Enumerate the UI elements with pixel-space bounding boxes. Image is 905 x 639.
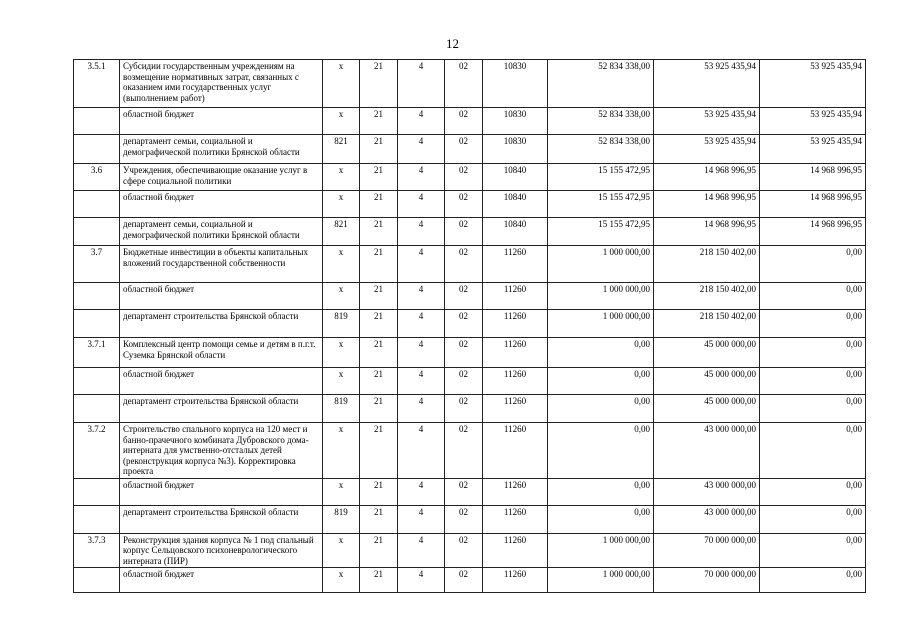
- row-pr: 4: [398, 60, 445, 108]
- row-name: Строительство спального корпуса на 120 мест и банно-прачечного комбината Дубровского дома-интерната для умственно-отсталых детей (реконструкция корпуса №3). Корректировка проекта: [120, 423, 323, 479]
- row-gp: 02: [445, 533, 483, 568]
- row-code: 3.7: [74, 246, 120, 283]
- row-grbs: х: [323, 246, 360, 283]
- row-pr: 4: [398, 218, 445, 246]
- row-grbs: х: [323, 368, 360, 395]
- table-row: [74, 246, 866, 283]
- row-amount-2: 45 000 000,00: [654, 395, 760, 423]
- row-csr: 10830: [483, 135, 548, 164]
- row-grbs: х: [323, 478, 360, 505]
- row-amount-2: 14 968 996,95: [654, 218, 760, 246]
- row-csr: 11260: [483, 338, 548, 368]
- row-amount-3: 0,00: [760, 533, 866, 568]
- row-amount-1: 1 000 000,00: [548, 568, 654, 593]
- row-pr: 4: [398, 368, 445, 395]
- row-pr: 4: [398, 108, 445, 135]
- row-rz: 21: [360, 368, 398, 395]
- row-amount-3: 14 968 996,95: [760, 191, 866, 218]
- row-rz: 21: [360, 60, 398, 108]
- row-amount-1: 1 000 000,00: [548, 246, 654, 283]
- row-pr: 4: [398, 246, 445, 283]
- row-name: Субсидии государственным учреждениям на возмещение нормативных затрат, связанных с оказанием ими государственных услуг (выполнением работ): [120, 60, 323, 108]
- table-row: [74, 338, 866, 368]
- row-gp: 02: [445, 283, 483, 310]
- row-amount-2: 70 000 000,00: [654, 533, 760, 568]
- table-row: [74, 60, 866, 108]
- row-amount-3: 53 925 435,94: [760, 108, 866, 135]
- table-row: [74, 218, 866, 246]
- row-code: [74, 368, 120, 395]
- row-pr: 4: [398, 164, 445, 191]
- row-csr: 10830: [483, 60, 548, 108]
- table-row: [74, 505, 866, 533]
- row-name: областной бюджет: [120, 108, 323, 135]
- row-csr: 10840: [483, 164, 548, 191]
- row-name: департамент семьи, социальной и демографической политики Брянской области: [120, 135, 323, 164]
- row-amount-3: 0,00: [760, 478, 866, 505]
- row-amount-1: 1 000 000,00: [548, 533, 654, 568]
- row-amount-3: 53 925 435,94: [760, 135, 866, 164]
- row-rz: 21: [360, 283, 398, 310]
- row-name: департамент строительства Брянской области: [120, 395, 323, 423]
- row-grbs: х: [323, 164, 360, 191]
- row-grbs: 821: [323, 218, 360, 246]
- row-gp: 02: [445, 108, 483, 135]
- row-grbs: х: [323, 283, 360, 310]
- row-code: [74, 283, 120, 310]
- row-grbs: 819: [323, 310, 360, 338]
- table-row: [74, 478, 866, 505]
- budget-table: [73, 59, 866, 593]
- table-row: [74, 423, 866, 479]
- row-code: [74, 568, 120, 593]
- row-csr: 10840: [483, 191, 548, 218]
- row-gp: 02: [445, 338, 483, 368]
- row-csr: 11260: [483, 533, 548, 568]
- row-name: департамент строительства Брянской области: [120, 310, 323, 338]
- row-amount-1: 0,00: [548, 395, 654, 423]
- row-csr: 11260: [483, 246, 548, 283]
- budget-table-body: [74, 60, 866, 593]
- row-amount-1: 1 000 000,00: [548, 283, 654, 310]
- page-number: 12: [446, 36, 459, 51]
- row-amount-1: 0,00: [548, 478, 654, 505]
- row-name: областной бюджет: [120, 283, 323, 310]
- row-csr: 11260: [483, 283, 548, 310]
- table-row: [74, 108, 866, 135]
- row-name: областной бюджет: [120, 478, 323, 505]
- row-grbs: х: [323, 533, 360, 568]
- row-amount-2: 45 000 000,00: [654, 338, 760, 368]
- row-name: областной бюджет: [120, 368, 323, 395]
- row-amount-3: 14 968 996,95: [760, 164, 866, 191]
- row-grbs: х: [323, 338, 360, 368]
- row-name: областной бюджет: [120, 191, 323, 218]
- row-amount-3: 14 968 996,95: [760, 218, 866, 246]
- row-gp: 02: [445, 505, 483, 533]
- row-amount-1: 15 155 472,95: [548, 191, 654, 218]
- row-grbs: х: [323, 60, 360, 108]
- row-gp: 02: [445, 164, 483, 191]
- row-amount-2: 53 925 435,94: [654, 108, 760, 135]
- row-amount-2: 218 150 402,00: [654, 246, 760, 283]
- row-amount-3: 53 925 435,94: [760, 60, 866, 108]
- row-amount-1: 0,00: [548, 423, 654, 479]
- row-amount-2: 45 000 000,00: [654, 368, 760, 395]
- row-pr: 4: [398, 191, 445, 218]
- row-csr: 10840: [483, 218, 548, 246]
- row-gp: 02: [445, 246, 483, 283]
- row-rz: 21: [360, 505, 398, 533]
- row-amount-2: 218 150 402,00: [654, 310, 760, 338]
- row-amount-3: 0,00: [760, 395, 866, 423]
- row-name: областной бюджет: [120, 568, 323, 593]
- row-code: [74, 108, 120, 135]
- row-amount-2: 43 000 000,00: [654, 505, 760, 533]
- row-rz: 21: [360, 191, 398, 218]
- row-amount-3: 0,00: [760, 283, 866, 310]
- row-code: [74, 310, 120, 338]
- row-rz: 21: [360, 533, 398, 568]
- row-amount-3: 0,00: [760, 568, 866, 593]
- row-code: 3.7.2: [74, 423, 120, 479]
- row-gp: 02: [445, 423, 483, 479]
- row-csr: 11260: [483, 423, 548, 479]
- row-name: департамент строительства Брянской области: [120, 505, 323, 533]
- row-csr: 11260: [483, 568, 548, 593]
- row-gp: 02: [445, 191, 483, 218]
- row-rz: 21: [360, 246, 398, 283]
- row-code: [74, 135, 120, 164]
- row-pr: 4: [398, 568, 445, 593]
- row-code: [74, 395, 120, 423]
- row-rz: 21: [360, 164, 398, 191]
- row-amount-2: 218 150 402,00: [654, 283, 760, 310]
- row-name: Реконструкция здания корпуса № 1 под спальный корпус Сельцовского психоневрологического интерната (ПИР): [120, 533, 323, 568]
- row-amount-3: 0,00: [760, 505, 866, 533]
- row-gp: 02: [445, 60, 483, 108]
- row-grbs: х: [323, 108, 360, 135]
- row-csr: 11260: [483, 395, 548, 423]
- table-row: [74, 310, 866, 338]
- row-code: [74, 505, 120, 533]
- row-amount-2: 14 968 996,95: [654, 164, 760, 191]
- table-row: [74, 135, 866, 164]
- row-gp: 02: [445, 218, 483, 246]
- row-pr: 4: [398, 505, 445, 533]
- row-amount-1: 15 155 472,95: [548, 164, 654, 191]
- row-amount-2: 43 000 000,00: [654, 423, 760, 479]
- table-row: [74, 568, 866, 593]
- row-grbs: 819: [323, 505, 360, 533]
- row-rz: 21: [360, 338, 398, 368]
- row-rz: 21: [360, 108, 398, 135]
- row-rz: 21: [360, 423, 398, 479]
- row-gp: 02: [445, 310, 483, 338]
- row-gp: 02: [445, 135, 483, 164]
- row-amount-3: 0,00: [760, 246, 866, 283]
- row-amount-3: 0,00: [760, 368, 866, 395]
- row-amount-1: 52 834 338,00: [548, 60, 654, 108]
- row-csr: 11260: [483, 368, 548, 395]
- row-csr: 11260: [483, 478, 548, 505]
- row-pr: 4: [398, 283, 445, 310]
- row-amount-2: 53 925 435,94: [654, 135, 760, 164]
- row-amount-3: 0,00: [760, 338, 866, 368]
- row-code: [74, 478, 120, 505]
- row-amount-2: 14 968 996,95: [654, 191, 760, 218]
- row-rz: 21: [360, 218, 398, 246]
- row-amount-3: 0,00: [760, 310, 866, 338]
- row-amount-2: 70 000 000,00: [654, 568, 760, 593]
- row-code: 3.5.1: [74, 60, 120, 108]
- row-amount-2: 53 925 435,94: [654, 60, 760, 108]
- row-pr: 4: [398, 395, 445, 423]
- row-pr: 4: [398, 533, 445, 568]
- row-grbs: х: [323, 191, 360, 218]
- row-rz: 21: [360, 135, 398, 164]
- table-row: [74, 533, 866, 568]
- row-csr: 11260: [483, 505, 548, 533]
- row-amount-1: 52 834 338,00: [548, 108, 654, 135]
- row-grbs: 821: [323, 135, 360, 164]
- row-pr: 4: [398, 135, 445, 164]
- row-pr: 4: [398, 423, 445, 479]
- row-name: Комплексный центр помощи семье и детям в п.г.т. Суземка Брянской области: [120, 338, 323, 368]
- row-grbs: х: [323, 423, 360, 479]
- table-row: [74, 283, 866, 310]
- row-gp: 02: [445, 395, 483, 423]
- row-pr: 4: [398, 338, 445, 368]
- row-csr: 10830: [483, 108, 548, 135]
- row-csr: 11260: [483, 310, 548, 338]
- row-amount-1: 15 155 472,95: [548, 218, 654, 246]
- row-rz: 21: [360, 478, 398, 505]
- row-name: департамент семьи, социальной и демографической политики Брянской области: [120, 218, 323, 246]
- row-amount-1: 1 000 000,00: [548, 310, 654, 338]
- row-amount-3: 0,00: [760, 423, 866, 479]
- row-grbs: 819: [323, 395, 360, 423]
- table-row: [74, 164, 866, 191]
- row-amount-1: 0,00: [548, 338, 654, 368]
- row-rz: 21: [360, 395, 398, 423]
- row-name: Бюджетные инвестиции в объекты капитальных вложений государственной собственности: [120, 246, 323, 283]
- row-code: 3.7.1: [74, 338, 120, 368]
- row-code: [74, 191, 120, 218]
- row-amount-1: 52 834 338,00: [548, 135, 654, 164]
- row-amount-1: 0,00: [548, 505, 654, 533]
- row-amount-2: 43 000 000,00: [654, 478, 760, 505]
- row-code: [74, 218, 120, 246]
- row-rz: 21: [360, 310, 398, 338]
- row-grbs: х: [323, 568, 360, 593]
- row-name: Учреждения, обеспечивающие оказание услуг в сфере социальной политики: [120, 164, 323, 191]
- row-pr: 4: [398, 478, 445, 505]
- table-row: [74, 395, 866, 423]
- table-row: [74, 191, 866, 218]
- row-pr: 4: [398, 310, 445, 338]
- table-row: [74, 368, 866, 395]
- row-gp: 02: [445, 478, 483, 505]
- row-gp: 02: [445, 368, 483, 395]
- row-code: 3.6: [74, 164, 120, 191]
- row-rz: 21: [360, 568, 398, 593]
- row-gp: 02: [445, 568, 483, 593]
- row-code: 3.7.3: [74, 533, 120, 568]
- row-amount-1: 0,00: [548, 368, 654, 395]
